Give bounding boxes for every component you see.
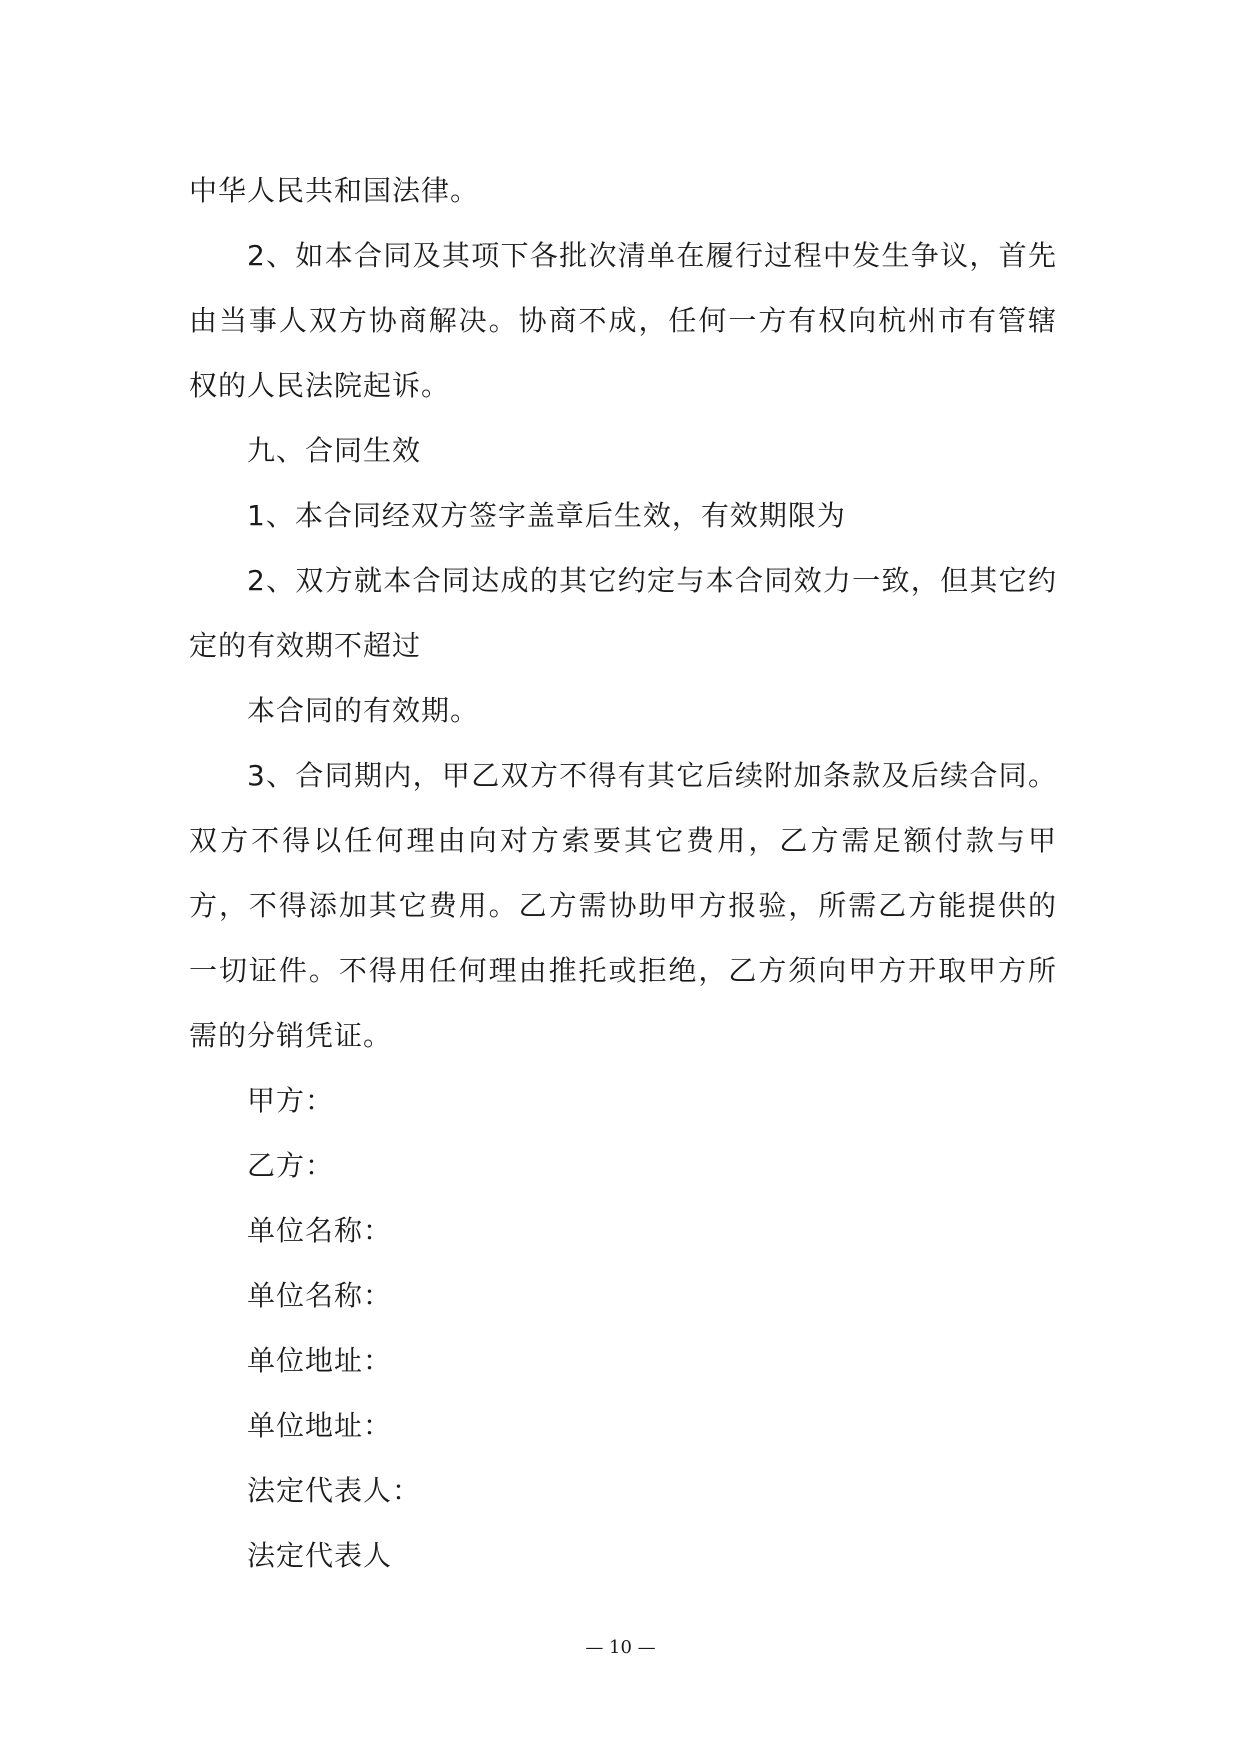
signature-company-address-b: 单位地址：: [247, 1409, 393, 1442]
signature-company-name-a: 单位名称：: [247, 1214, 393, 1247]
paragraph-dispute-resolution: 2、如本合同及其项下各批次清单在履行过程中发生争议，首先由当事人双方协商解决。协商不成，任何一方有权向杭州市有管辖权的人民法院起诉。: [189, 239, 1057, 402]
paragraph-validity-term: 1、本合同经双方签字盖章后生效，有效期限为: [247, 499, 846, 532]
page-number: — 10 —: [585, 1637, 656, 1658]
paragraph-contract-validity: 本合同的有效期。: [247, 694, 480, 727]
signature-legal-representative-a: 法定代表人：: [247, 1474, 422, 1507]
signature-party-b: 乙方：: [247, 1149, 335, 1182]
signature-company-name-b: 单位名称：: [247, 1279, 393, 1312]
signature-company-address-a: 单位地址：: [247, 1344, 393, 1377]
section-heading-contract-effect: 九、合同生效: [247, 434, 422, 467]
paragraph-law-continuation: 中华人民共和国法律。: [189, 174, 480, 207]
signature-party-a: 甲方：: [247, 1084, 335, 1117]
paragraph-no-additional-terms: 3、合同期内，甲乙双方不得有其它后续附加条款及后续合同。双方不得以任何理由向对方索要其它费用，乙方需足额付款与甲方，不得添加其它费用。乙方需协助甲方报验，所需乙方能提供的一切证件。不得用任何理由推托或拒绝，乙方须向甲方开取甲方所需的分销凭证。: [189, 759, 1057, 1052]
signature-legal-representative-b: 法定代表人: [247, 1539, 393, 1572]
paragraph-other-agreements: 2、双方就本合同达成的其它约定与本合同效力一致，但其它约定的有效期不超过: [189, 564, 1057, 662]
document-body: [189, 158, 1057, 1588]
